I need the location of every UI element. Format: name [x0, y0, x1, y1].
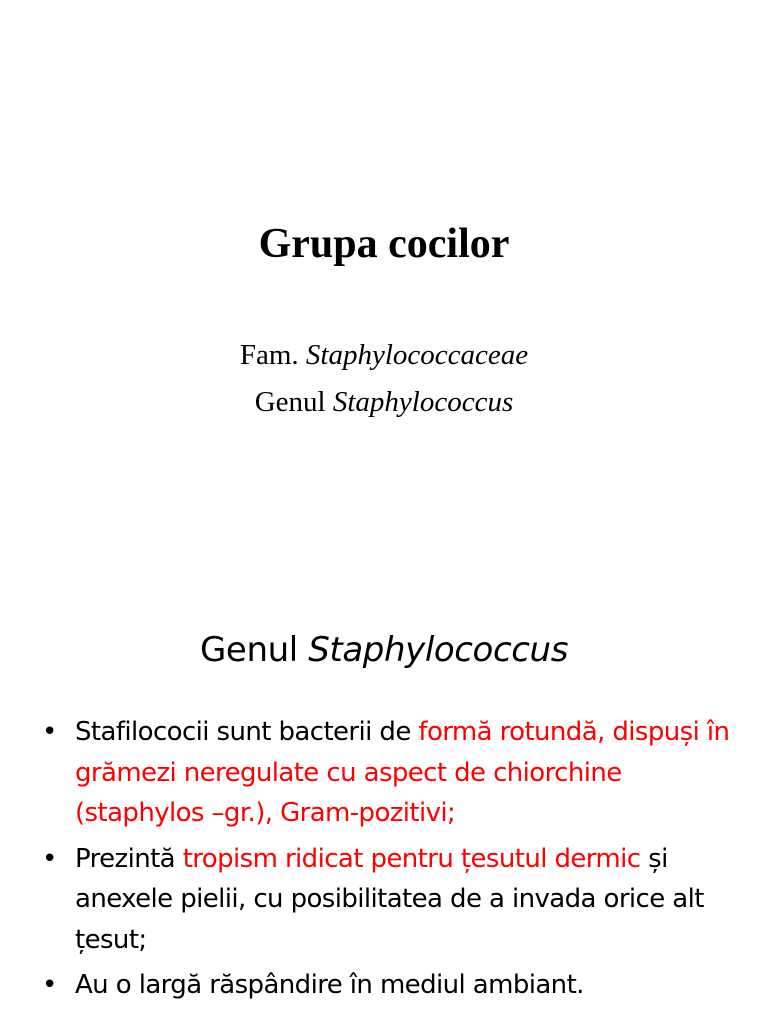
bullet-list — [0, 712, 768, 1011]
slide-title-subtitle — [0, 332, 768, 426]
bullet-dot-icon: • — [42, 843, 57, 874]
slide-content — [0, 560, 768, 1024]
heading-italic: Staphylococcus — [308, 630, 569, 670]
heading-prefix: Genul — [199, 630, 298, 670]
family-line — [0, 332, 768, 379]
family-prefix: Fam. — [239, 339, 299, 371]
genus-prefix: Genul — [254, 386, 326, 418]
bullet-text-plain: Prezintă — [75, 843, 183, 874]
bullet-dot-icon: • — [42, 717, 57, 747]
bullet-text-plain: Stafilococii sunt bacterii de — [75, 717, 419, 747]
bullet-item — [0, 839, 768, 961]
genus-line — [0, 379, 768, 426]
bullet-item — [0, 712, 768, 834]
genus-name: Staphylococcus — [332, 386, 514, 418]
bullet-text-highlight: tropism ridicat pentru țesutul dermic — [182, 843, 641, 874]
family-name: Staphylococcaceae — [305, 339, 529, 371]
slide-content-heading — [0, 624, 768, 676]
bullet-text-plain: Au o largă răspândire în mediul ambiant. — [75, 970, 584, 1000]
bullet-dot-icon: • — [42, 970, 57, 1000]
bullet-text-highlight: formă rotundă, dispuși în grămezi neregulate cu aspect de chiorchine (staphylos –gr.), Gram-pozitivi; — [75, 717, 730, 828]
bullet-item — [0, 965, 768, 1006]
slide-title-heading: Grupa cocilor — [258, 221, 510, 267]
bullet-text-plain-tail: și anexele pielii, cu posibilitatea de a invada orice alt țesut; — [75, 843, 704, 955]
